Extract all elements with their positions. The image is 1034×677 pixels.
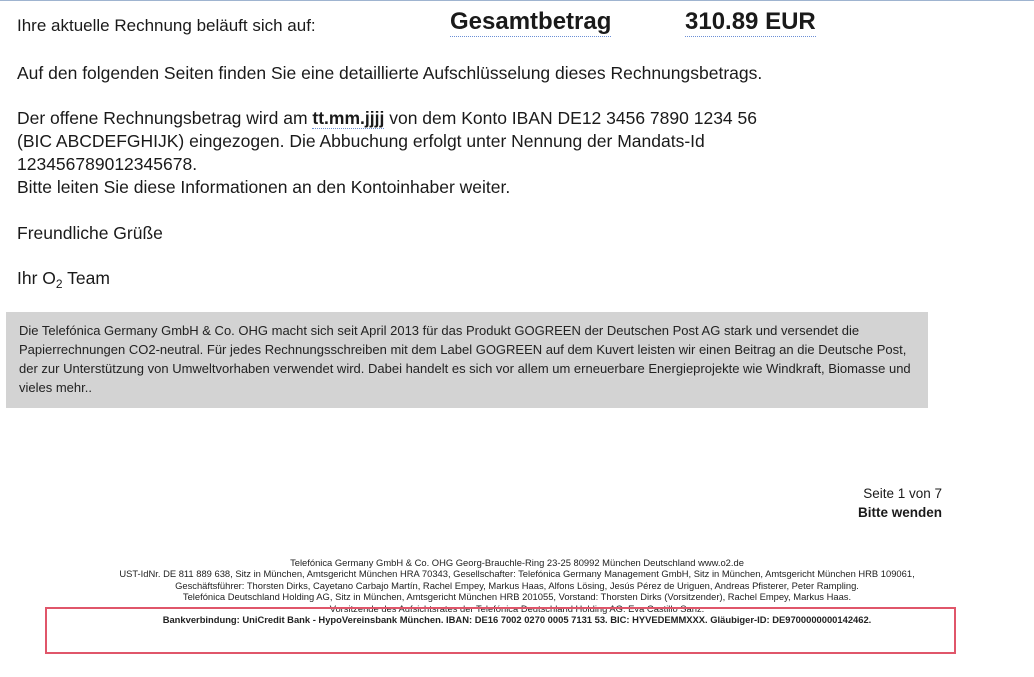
- greeting-text: Freundliche Grüße: [17, 223, 163, 243]
- page-info: [858, 484, 942, 522]
- greeting: [17, 222, 917, 245]
- forward-info-text: Bitte leiten Sie diese Informationen an den Kontoinhaber weiter.: [17, 177, 511, 197]
- signoff-subscript: 2: [55, 277, 63, 291]
- bank-details-highlight: [45, 607, 956, 654]
- footer-bank-details: Bankverbindung: UniCredit Bank - HypoVereinsbank München. IBAN: DE16 7002 0270 0005 7131 53. BIC: HYVEDEMMXXX. Gläubiger-ID: DE9700000000142462.: [162, 614, 872, 626]
- footer-registry-line: UST-IdNr. DE 811 889 638, Sitz in München, Amtsgericht München HRA 70343, Gesellschafter: Telefónica Germany Management GmbH, Sitz in München, Amtsgericht München HRB 109061,: [119, 568, 915, 580]
- top-rule: [0, 0, 1034, 1]
- footer-supervisory-line: Vorsitzende des Aufsichtsrates der Telefónica Deutschland Holding AG: Eva Castillo Sanz.: [329, 602, 705, 614]
- signoff-prefix: Ihr O: [17, 268, 56, 288]
- total-label: Gesamtbetrag: [450, 8, 612, 35]
- direct-debit-paragraph: [17, 107, 917, 199]
- page-number: Seite 1 von 7: [863, 486, 942, 501]
- debit-account-text: von dem Konto IBAN DE12 3456 7890 1234 56: [384, 108, 757, 128]
- breakdown-paragraph: [17, 62, 917, 85]
- invoice-intro-label: Ihre aktuelle Rechnung beläuft sich auf:: [17, 16, 316, 35]
- turn-over-note: Bitte wenden: [857, 505, 942, 520]
- debit-date: tt.mm.jjjj: [312, 108, 385, 128]
- breakdown-text: Auf den folgenden Seiten finden Sie eine detaillierte Aufschlüsselung dieses Rechnungsbetrags.: [17, 63, 763, 83]
- gogreen-notice-text: Die Telefónica Germany GmbH & Co. OHG macht sich seit April 2013 für das Produkt GOGREEN der Deutschen Post AG stark und versendet die Papierrechnungen CO2-neutral. Für jedes Rechnungsschreiben mit dem Label GOGREEN auf dem Kuvert leisten wir einen Beitrag an die Deutsche Post, der zur Unterstützung von Umweltvorhaben verwendet wird. Dabei handelt es sich vor allem um erneuerbare Energieprojekte wie Windkraft, Biomasse und vieles mehr..: [19, 323, 911, 395]
- footer-holding-line: Telefónica Deutschland Holding AG, Sitz in München, Amtsgericht München HRB 201055, Vorstand: Thorsten Dirks (Vorsitzender), Rachel Empey, Markus Haas.: [182, 591, 852, 603]
- footer-address-line: Telefónica Germany GmbH & Co. OHG Georg-Brauchle-Ring 23-25 80992 München Deutschland www.o2.de: [290, 557, 744, 568]
- debit-text-start: Der offene Rechnungsbetrag wird am: [17, 108, 313, 128]
- total-amount: 310.89 EUR: [685, 8, 816, 35]
- invoice-total-row: [17, 8, 1017, 38]
- footer-management-line: Geschäftsführer: Thorsten Dirks, Cayetano Carbajo Martín, Rachel Empey, Markus Haas, Alfons Lösing, Jesús Pérez de Uriguen, Andreas Pfisterer, Peter Rampling.: [175, 579, 859, 591]
- debit-bic-text: (BIC ABCDEFGHIJK) eingezogen. Die Abbuchung erfolgt unter Nennung der Mandats-Id: [17, 131, 705, 151]
- mandate-id: 123456789012345678.: [17, 154, 198, 174]
- gogreen-notice-box: [6, 312, 928, 408]
- signoff: [17, 267, 917, 296]
- signoff-suffix: Team: [62, 268, 110, 288]
